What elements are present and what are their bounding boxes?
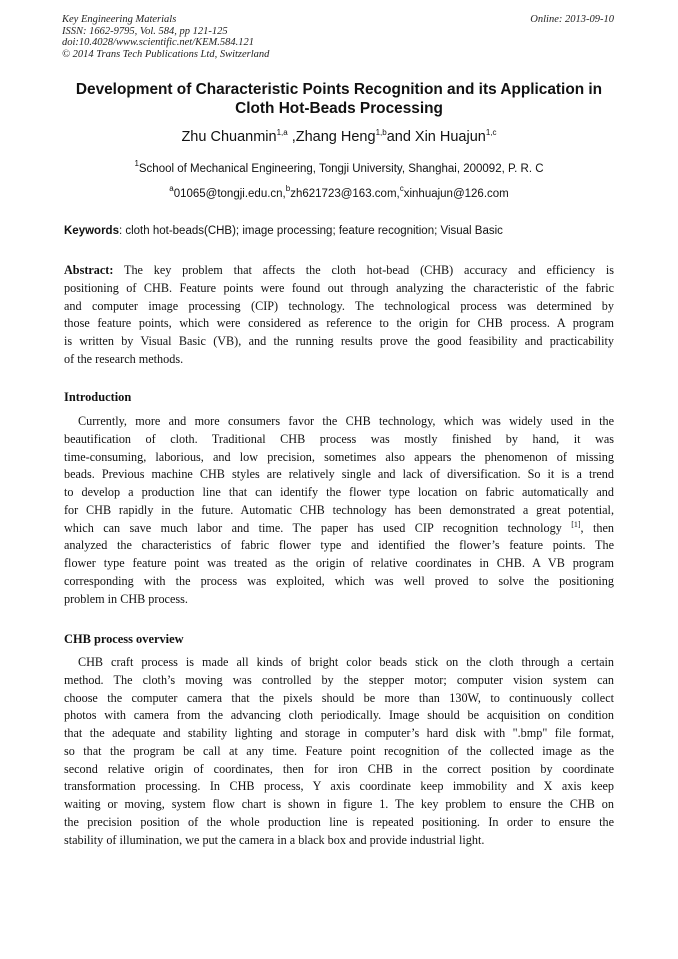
title-line-1: Development of Characteristic Points Recognition and its Application in xyxy=(75,81,603,98)
introduction-body xyxy=(64,413,614,608)
email-b: zh621723@163.com, xyxy=(290,188,400,200)
paragraph-line: problem in CHB process. xyxy=(64,591,188,606)
citation-ref[interactable]: [1] xyxy=(571,519,581,529)
paragraph-line: analyzed the characteristics of fabric flower type and identified the flower’s feature points. The xyxy=(64,538,614,553)
paragraph-line: time-consuming, laborious, and low precision, sometimes also appears the phenomenon of missing xyxy=(64,449,614,464)
abstract-line: those feature points, which were considered as reference to the origin for CHB process. A program xyxy=(64,316,614,331)
keywords-text: : cloth hot-beads(CHB); image processing; feature recognition; Visual Basic xyxy=(118,225,503,237)
title-line-2: Cloth Hot-Beads Processing xyxy=(235,100,443,117)
journal-header xyxy=(62,14,614,60)
journal-copyright: © 2014 Trans Tech Publications Ltd, Switzerland xyxy=(62,48,270,60)
paragraph-line: method. The cloth’s moving was controlled by the stepper motor; computer vision system can xyxy=(64,672,614,687)
abstract-line: and computer image processing (CIP) technology. The technological process was determined by xyxy=(64,298,614,313)
paper-title xyxy=(40,80,638,118)
paragraph-line: transformation processing. In CHB process, Y axis coordinate keep immobility and X axis keep xyxy=(64,779,614,794)
email-c: xinhuajun@126.com xyxy=(403,188,509,200)
email-a-sup: a xyxy=(169,184,174,193)
paragraph-line: that the adequate and stability lighting and storage in computer’s hard disk with ".bmp" file format, xyxy=(64,726,614,740)
abstract-line: is written by Visual Basic (VB), and the running results prove the good feasibility and practicability xyxy=(64,334,614,348)
affiliation xyxy=(40,159,638,176)
journal-issn: ISSN: 1662-9795, Vol. 584, pp 121-125 xyxy=(62,25,228,37)
journal-doi: doi:10.4028/www.scientific.net/KEM.584.121 xyxy=(62,37,254,48)
author-2: ,Zhang Heng xyxy=(287,129,376,145)
paragraph-line: photos with camera from the advancing cloth periodically. Image should be acquisition on condition xyxy=(64,708,614,723)
abstract-line: Abstract: The key problem that affects the cloth hot-bead (CHB) accuracy and efficiency is xyxy=(64,263,614,277)
email-b-sup: b xyxy=(285,184,291,193)
journal-name: Key Engineering Materials xyxy=(62,14,177,25)
paragraph-line: corresponding with the process was exploited, which was well proved to solve the positioning xyxy=(64,573,614,588)
author-3-sup: 1,c xyxy=(485,128,497,137)
chb-overview-heading: CHB process overview xyxy=(64,632,184,646)
paragraph-line: flower type feature point was treated as the origin of relative coordinates in CHB. A VB program xyxy=(64,556,614,570)
keywords-label: Keywords xyxy=(64,225,119,237)
chb-overview-body xyxy=(64,654,614,849)
paragraph-line: Currently, more and more consumers favor the CHB technology, which was widely used in the xyxy=(78,414,614,428)
keywords xyxy=(64,224,616,238)
author-emails xyxy=(40,184,638,201)
paragraph-line: which can save much labor and time. The paper has used CIP recognition technology [1], then xyxy=(64,519,614,535)
affiliation-text: School of Mechanical Engineering, Tongji University, Shanghai, 200092, P. R. C xyxy=(138,163,544,175)
abstract xyxy=(64,262,614,369)
email-a: 01065@tongji.edu.cn, xyxy=(173,188,286,200)
paragraph-line: stability of illumination, we put the camera in a black box and provide industrial light. xyxy=(64,832,485,847)
paragraph-line: CHB craft process is made all kinds of bright color beads stick on the cloth through a certain xyxy=(78,655,614,669)
affiliation-sup: 1 xyxy=(134,159,139,168)
author-1-sup: 1,a xyxy=(276,128,288,137)
paragraph-line: second relative origin of coordinates, then for iron CHB in the correct position by coordinate xyxy=(64,761,614,776)
paragraph-line: for CHB rapidly in the future. Automatic CHB technology has been demonstrated a great potential, xyxy=(64,502,614,517)
author-2-sup: 1,b xyxy=(375,128,387,137)
author-1: Zhu Chuanmin xyxy=(181,129,277,145)
author-3: and Xin Huajun xyxy=(386,129,486,145)
paragraph-line: waiting or moving, system flow chart is shown in figure 1. The key problem to ensure the CHB on xyxy=(64,797,614,811)
paragraph-line: beads. Previous machine CHB styles are relatively single and lack of diversification. So it is a trend xyxy=(64,467,614,482)
paragraph-line: beautification of cloth. Traditional CHB process was mostly finished by hand, it was xyxy=(64,431,614,446)
abstract-line: positioning of CHB. Feature points were found out through analyzing the characteristic of the fabric xyxy=(64,280,614,295)
abstract-label: Abstract: xyxy=(64,263,114,277)
paragraph-line: choose the computer camera that the pixels should be more than 130W, to continuously collect xyxy=(64,690,614,705)
email-c-sup: c xyxy=(399,184,404,193)
introduction-heading: Introduction xyxy=(64,390,132,404)
author-list xyxy=(40,128,638,146)
online-date: Online: 2013-09-10 xyxy=(530,14,614,25)
paragraph-line: to develop a production line that can identify the flower type location on fabric automatically and xyxy=(64,485,614,499)
abstract-line: of the research methods. xyxy=(64,351,184,366)
paragraph-line: so that the program be call at any time. Feature point recognition of the collected image as the xyxy=(64,743,614,758)
paragraph-line: the precision position of the whole production line is repeated positioning. In order to ensure the xyxy=(64,814,614,829)
